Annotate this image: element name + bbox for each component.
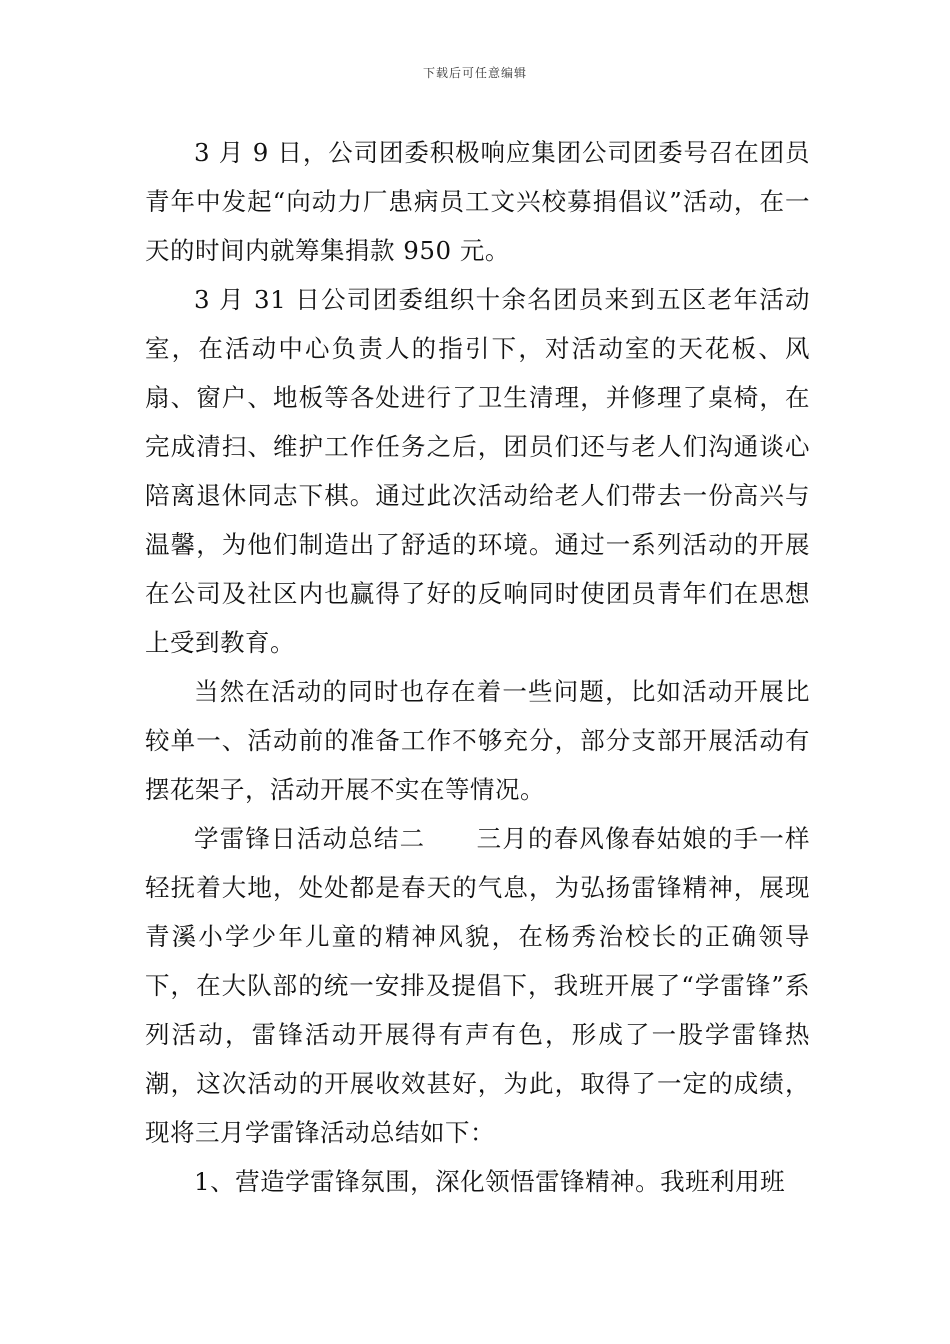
paragraph-item-one: 1、营造学雷锋氛围，深化领悟雷锋精神。我班利用班 [194,1167,786,1196]
paragraph-problems: 当然在活动的同时也存在着一些问题，比如活动开展比较单一、活动前的准备工作不够充分，部分支部开展活动有摆花架子，活动开展不实在等情况。 [145,677,810,804]
page-header: 下载后可任意编辑 [422,66,527,80]
paragraph-donation: 3 月 9 日，公司团委积极响应集团公司团委号召在团员青年中发起“向动力厂患病员工文兴校募捐倡议”活动，在一天的时间内就筹集捐款 950 元。 [145,138,810,265]
paragraph-summary-two: 学雷锋日活动总结二 三月的春风像春姑娘的手一样轻抚着大地，处处都是春天的气息，为弘扬雷锋精神，展现青溪小学少年儿童的精神风貌，在杨秀治校长的正确领导下，在大队部的统一安排及提倡下，我班开展了“学雷锋”系列活动，雷锋活动开展得有声有色，形成了一股学雷锋热潮，这次活动的开展收效甚好，为此，取得了一定的成绩，现将三月学雷锋活动总结如下： [145,824,810,1147]
document-body [145,128,810,1206]
paragraph-elderly-activity: 3 月 31 日公司团委组织十余名团员来到五区老年活动室，在活动中心负责人的指引下，对活动室的天花板、风扇、窗户、地板等各处进行了卫生清理，并修理了桌椅，在完成清扫、维护工作任务之后，团员们还与老人们沟通谈心陪离退休同志下棋。通过此次活动给老人们带去一份高兴与温馨，为他们制造出了舒适的环境。通过一系列活动的开展在公司及社区内也赢得了好的反响同时使团员青年们在思想上受到教育。 [145,285,810,657]
